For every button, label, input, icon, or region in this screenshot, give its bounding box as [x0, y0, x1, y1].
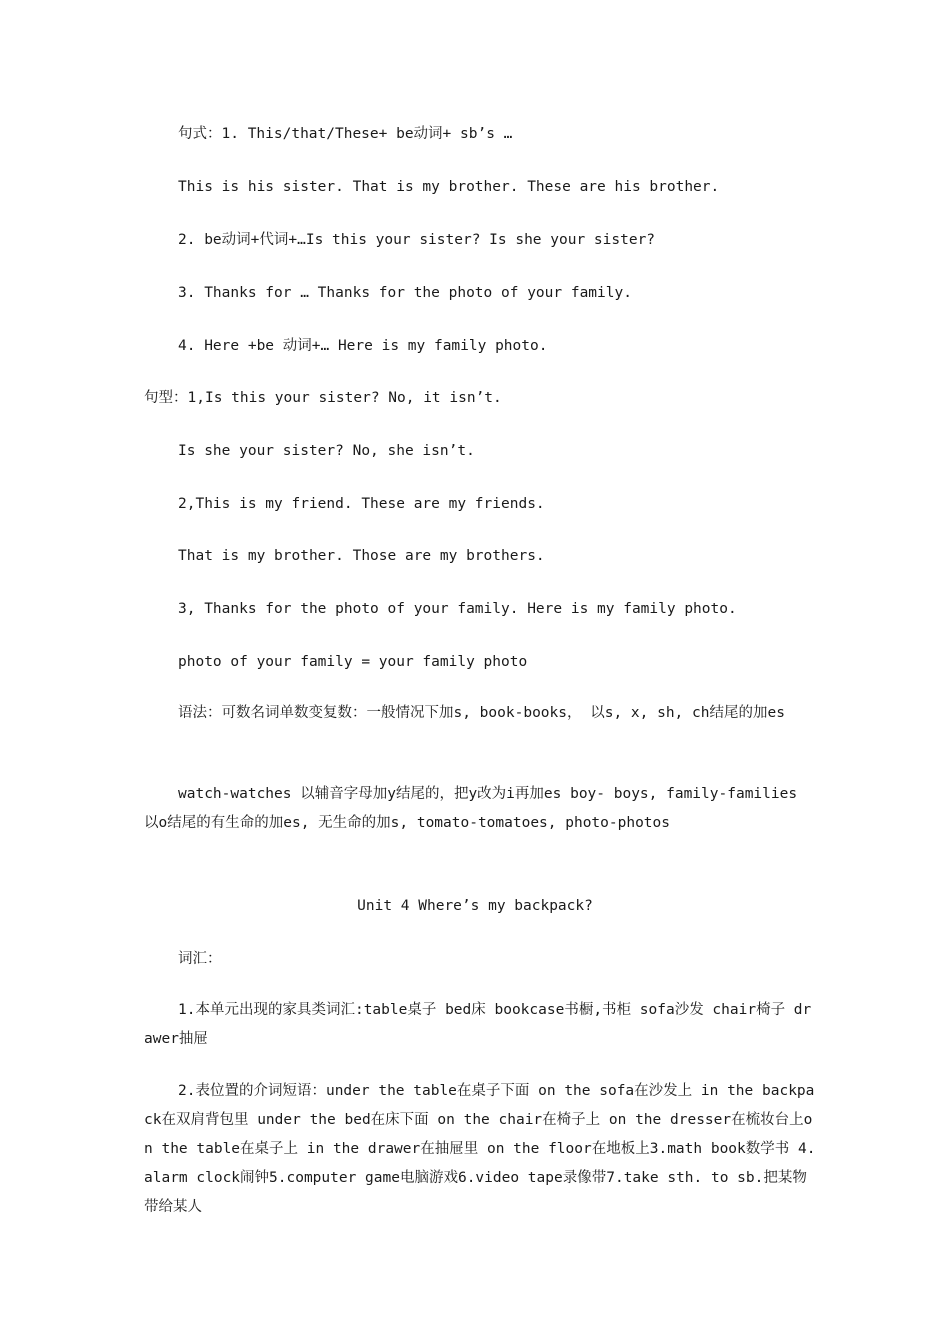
vocab-paragraph: 1.本单元出现的家具类词汇:table桌子 bed床 bookcase书橱,书柜 sofa沙发 chair椅子 drawer抽屉 [144, 1002, 812, 1047]
grammar-paragraph: watch-watches 以辅音字母加y结尾的，把y改为i再加es boy- boys, family-families 以o结尾的有生命的加es, 无生命的加s, tomato-tomatoes, photo-photos [144, 786, 798, 831]
text-line: 2,This is my friend. These are my friends. [178, 496, 545, 512]
text-line: Is she your sister? No, she isn’t. [178, 443, 475, 459]
vocab-heading: 词汇： [178, 951, 222, 967]
text-line: 4. Here +be 动词+… Here is my family photo. [178, 338, 548, 354]
grammar-paragraph: 语法：可数名词单数变复数：一般情况下加s, book-books， 以s, x, sh, ch结尾的加es [178, 705, 785, 721]
text-line: 3. Thanks for … Thanks for the photo of your family. [178, 285, 632, 301]
text-line: This is his sister. That is my brother. These are his brother. [178, 179, 720, 195]
sentence-pattern-heading: 句式：1. This/that/These+ be动词+ sb’s … [178, 126, 513, 142]
text-line: 2. be动词+代词+…Is this your sister? Is she your sister? [178, 232, 656, 248]
text-line: That is my brother. Those are my brothers. [178, 548, 545, 564]
unit-title: Unit 4 Where’s my backpack? [357, 898, 593, 914]
text-line: 3, Thanks for the photo of your family. Here is my family photo. [178, 601, 737, 617]
vocab-paragraph: 2.表位置的介词短语：under the table在桌子下面 on the sofa在沙发上 in the backpack在双肩背包里 under the bed在床下面 on the chair在椅子上 on the dresser在梳妆台上on the table在桌子上 in the drawer在抽屉里 on the floor在地板上3.math book数学书 4.alarm clock闹钟5.computer game电脑游戏6.video tape录像带7.take sth. to sb.把某物带给某人 [144, 1083, 816, 1215]
text-line: photo of your family = your family photo [178, 654, 528, 670]
sentence-type-heading: 句型：1,Is this your sister? No, it isn’t. [144, 390, 502, 406]
